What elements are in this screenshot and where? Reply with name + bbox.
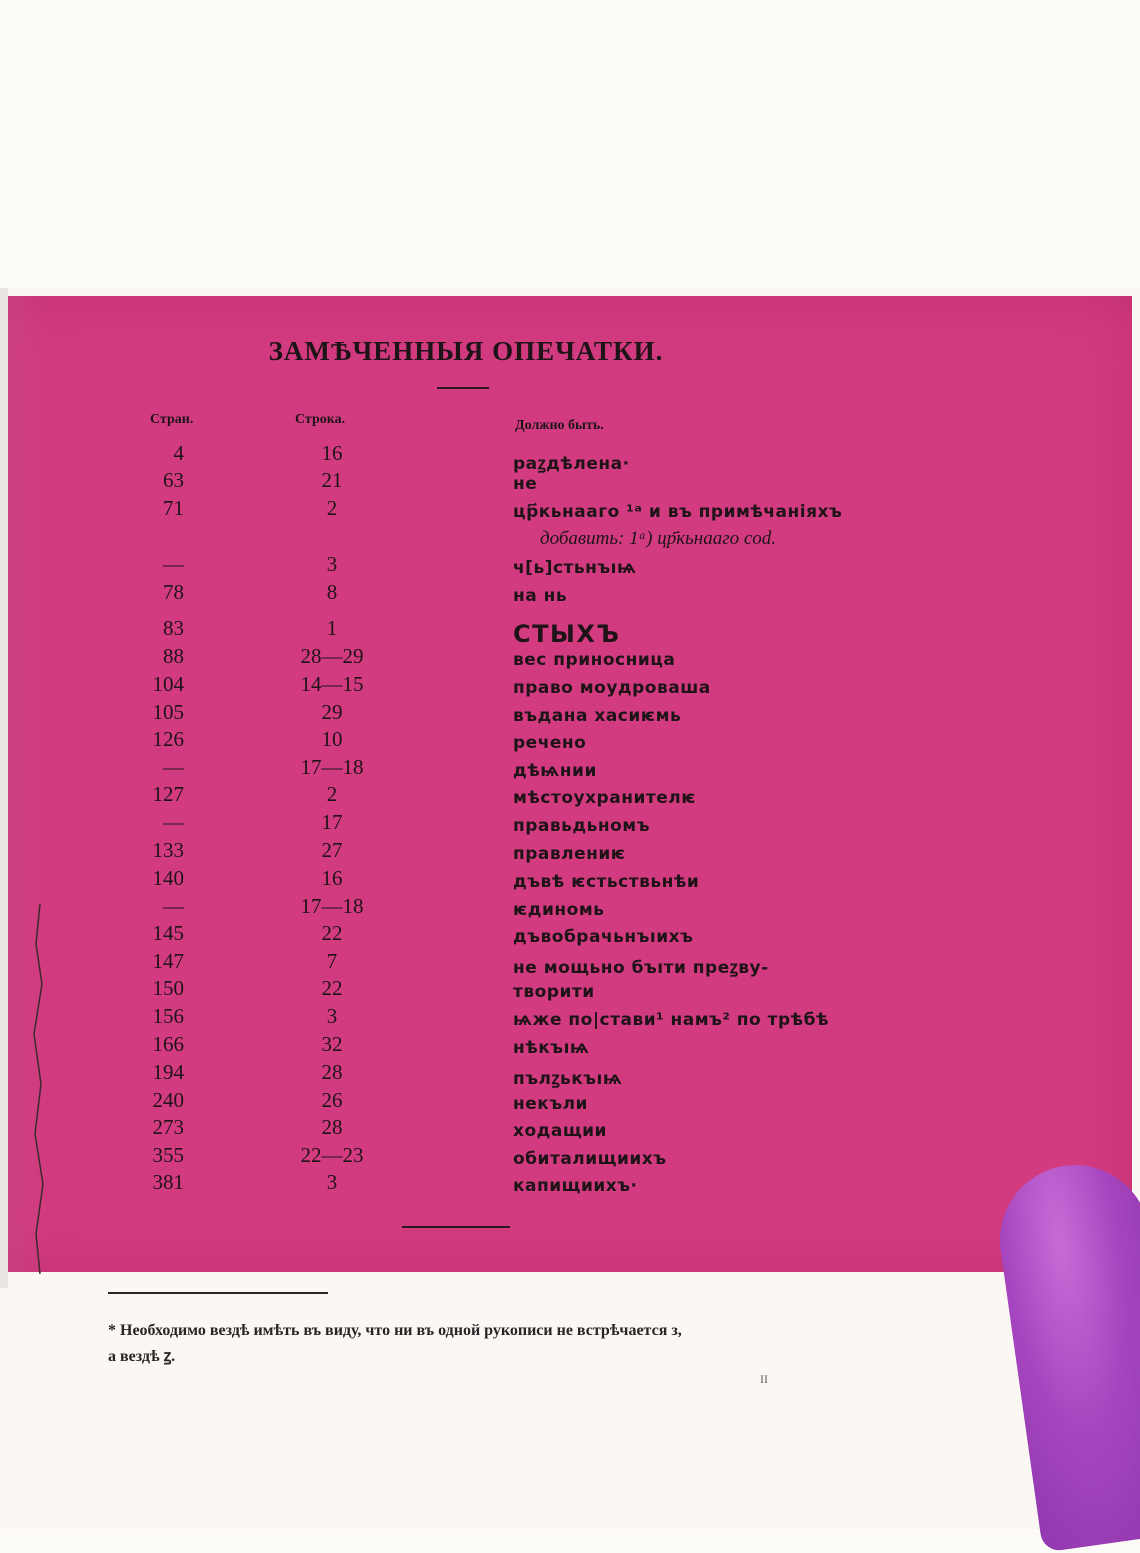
correction-cell: нѣкъıѩ bbox=[513, 1038, 590, 1058]
line-number-cell: 26 bbox=[321, 1088, 343, 1112]
line-number-cell: 3 bbox=[326, 1170, 338, 1194]
correction-cell: обиталищиихъ bbox=[513, 1149, 667, 1169]
page-number: II bbox=[760, 1372, 768, 1386]
table-row bbox=[0, 921, 1140, 948]
column-header-line: Строка. bbox=[295, 412, 346, 427]
page-number-cell: 355 bbox=[152, 1143, 184, 1167]
footnote-line-2: а вездѣ ꙁ. bbox=[108, 1348, 176, 1365]
correction-cell: вес приносница bbox=[513, 650, 676, 670]
line-number-cell: 29 bbox=[321, 700, 343, 724]
line-number-cell: 2 bbox=[326, 782, 338, 806]
table-row bbox=[0, 496, 1140, 549]
line-number-cell: 10 bbox=[321, 727, 343, 751]
correction-cell: речено bbox=[513, 733, 587, 753]
table-row bbox=[0, 1088, 1140, 1115]
line-number-cell: 8 bbox=[326, 580, 338, 604]
table-row bbox=[0, 1032, 1140, 1059]
correction-cell: пълꙁькъıѩ bbox=[513, 1069, 623, 1089]
correction-cell: не мощьно бъıти преꙁву- bbox=[513, 958, 769, 978]
line-number-cell: 3 bbox=[326, 552, 338, 576]
page-number-cell: 88 bbox=[163, 644, 184, 668]
column-header-correct: Должно быть. bbox=[515, 418, 604, 433]
page-number-cell: 194 bbox=[152, 1060, 184, 1084]
line-number-cell: 21 bbox=[321, 468, 343, 492]
correction-cell: творити bbox=[513, 982, 595, 1002]
line-number-cell: 16 bbox=[321, 441, 343, 465]
page-number-cell: 145 bbox=[152, 921, 184, 945]
correction-cell: право моудроваша bbox=[513, 678, 711, 698]
table-row bbox=[0, 616, 1140, 648]
correction-cell: дъвѣ ѥстьствьнѣи bbox=[513, 872, 700, 892]
correction-cell: дѣѩнии bbox=[513, 761, 597, 781]
column-header-page: Стран. bbox=[150, 412, 194, 427]
line-number-cell: 14—15 bbox=[300, 672, 364, 696]
table-row bbox=[0, 441, 1140, 474]
line-number-cell: 22—23 bbox=[300, 1143, 364, 1167]
table-row bbox=[0, 1170, 1140, 1197]
table-row bbox=[0, 810, 1140, 837]
page-number-cell: 140 bbox=[152, 866, 184, 890]
page-number-cell: 240 bbox=[152, 1088, 184, 1112]
correction-cell: раꙁдѣлена· bbox=[513, 454, 630, 474]
table-row bbox=[0, 1115, 1140, 1142]
line-number-cell: 7 bbox=[326, 949, 338, 973]
line-number-cell: 1 bbox=[326, 616, 338, 640]
line-number-cell: 27 bbox=[321, 838, 343, 862]
page-number-cell: 133 bbox=[152, 838, 184, 862]
page-number-cell: 126 bbox=[152, 727, 184, 751]
correction-cell: дъвобрачьнъıихъ bbox=[513, 927, 694, 947]
page-number-cell: 78 bbox=[163, 580, 184, 604]
table-row bbox=[0, 552, 1140, 579]
table-row bbox=[0, 838, 1140, 865]
correction-cell: мѣстоухранителѥ bbox=[513, 788, 696, 808]
table-row bbox=[0, 580, 1140, 607]
page-number-cell: 83 bbox=[163, 616, 184, 640]
footnote-line-1: * Необходимо вездѣ имѣть въ виду, что ни въ одной рукописи не встрѣчается з, bbox=[108, 1322, 682, 1339]
line-number-cell: 22 bbox=[321, 976, 343, 1000]
page-number-cell: 381 bbox=[152, 1170, 184, 1194]
correction-cell: не bbox=[513, 474, 538, 494]
correction-cell: правлениѥ bbox=[513, 844, 626, 864]
table-row bbox=[0, 782, 1140, 809]
page-number-cell: 150 bbox=[152, 976, 184, 1000]
title-rule bbox=[437, 387, 489, 389]
correction-cell: цр҃кьнааго ¹ᵃ и въ примѣчаніяхъ bbox=[513, 502, 843, 522]
table-row bbox=[0, 727, 1140, 754]
page-number-cell: 105 bbox=[152, 700, 184, 724]
table-row bbox=[0, 949, 1140, 976]
page-number-cell: 63 bbox=[163, 468, 184, 492]
table-row bbox=[0, 644, 1140, 671]
correction-cell: на нь bbox=[513, 586, 568, 606]
correction-cell: ѥдиномь bbox=[513, 900, 605, 920]
bottom-rule bbox=[402, 1226, 510, 1228]
correction-cell: некъли bbox=[513, 1094, 588, 1114]
footnote-rule bbox=[108, 1292, 328, 1294]
correction-continuation: добавить: 1ᵃ) цр҃кьнааго cod. bbox=[540, 528, 777, 549]
table-row bbox=[0, 976, 1140, 1003]
line-number-cell: 17—18 bbox=[300, 894, 364, 918]
page-number-cell: — bbox=[163, 810, 184, 834]
line-number-cell: 32 bbox=[321, 1032, 343, 1056]
page-number-cell: — bbox=[163, 552, 184, 576]
page-number-cell: 71 bbox=[163, 496, 184, 520]
page-number-cell: 127 bbox=[152, 782, 184, 806]
page-number-cell: 147 bbox=[152, 949, 184, 973]
sheet-title: ЗАМѢЧЕННЫЯ ОПЕЧАТКИ. bbox=[268, 336, 664, 366]
table-row bbox=[0, 894, 1140, 921]
line-number-cell: 17 bbox=[321, 810, 343, 834]
table-row bbox=[0, 672, 1140, 699]
line-number-cell: 28 bbox=[321, 1115, 343, 1139]
table-row bbox=[0, 700, 1140, 727]
correction-cell: ходащии bbox=[513, 1121, 607, 1141]
line-number-cell: 3 bbox=[326, 1004, 338, 1028]
page-number-cell: 166 bbox=[152, 1032, 184, 1056]
line-number-cell: 28—29 bbox=[300, 644, 364, 668]
line-number-cell: 17—18 bbox=[300, 755, 364, 779]
page-number-cell: 156 bbox=[152, 1004, 184, 1028]
correction-cell: ѩже по|стави¹ намъ² по трѣбѣ bbox=[513, 1010, 829, 1030]
correction-cell: СТЫХЪ bbox=[513, 620, 621, 648]
table-row bbox=[0, 866, 1140, 893]
footnote bbox=[108, 1318, 908, 1370]
page-number-cell: — bbox=[163, 755, 184, 779]
table-row bbox=[0, 755, 1140, 782]
table-row bbox=[0, 1143, 1140, 1170]
table-row bbox=[0, 468, 1140, 495]
line-number-cell: 28 bbox=[321, 1060, 343, 1084]
page-number-cell: 104 bbox=[152, 672, 184, 696]
line-number-cell: 2 bbox=[326, 496, 338, 520]
correction-cell: въдана хасиѥмь bbox=[513, 706, 682, 726]
correction-cell: правьдьномъ bbox=[513, 816, 650, 836]
table-row bbox=[0, 1004, 1140, 1031]
table-row bbox=[0, 1060, 1140, 1087]
page-number-cell: 4 bbox=[173, 441, 184, 465]
page-number-cell: 273 bbox=[152, 1115, 184, 1139]
line-number-cell: 22 bbox=[321, 921, 343, 945]
page-number-cell: — bbox=[163, 894, 184, 918]
line-number-cell: 16 bbox=[321, 866, 343, 890]
correction-cell: капищиихъ· bbox=[513, 1176, 638, 1196]
correction-cell: ч[ь]стьнъıѩ bbox=[513, 558, 637, 578]
